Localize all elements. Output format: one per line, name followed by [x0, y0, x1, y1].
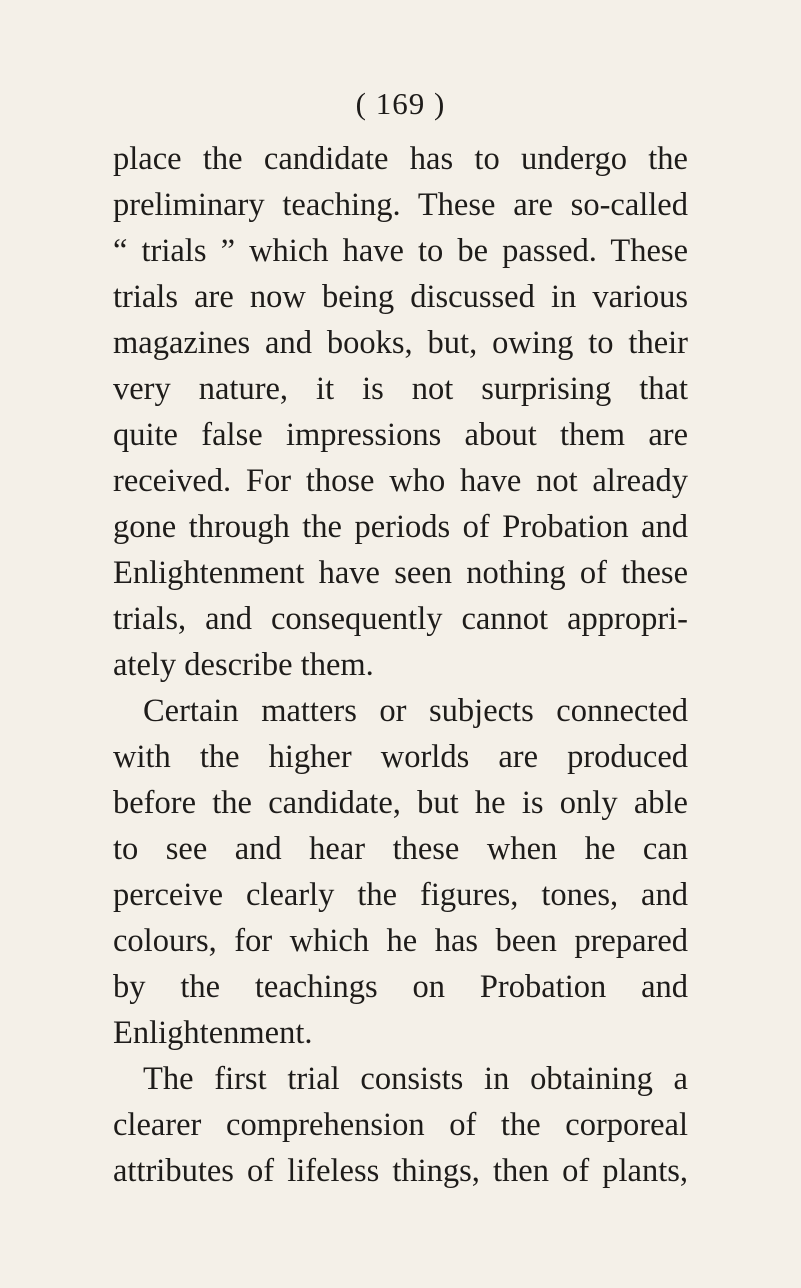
text-line: to see and hear these when he can — [113, 831, 688, 867]
text-line: perceive clearly the figures, tones, and — [113, 877, 688, 913]
text-line: colours, for which he has been prepared — [113, 923, 688, 959]
text-line: quite false impressions about them are — [113, 417, 688, 453]
text-line: place the candidate has to undergo the — [113, 141, 688, 177]
page-number: ( 169 ) — [355, 86, 446, 121]
text-line: gone through the periods of Probation and — [113, 509, 688, 545]
text-line: magazines and books, but, owing to their — [113, 325, 688, 361]
text-line: clearer comprehension of the corporeal — [113, 1107, 688, 1143]
text-line: by the teachings on Probation and — [113, 969, 688, 1005]
text-line: ately describe them. — [113, 647, 374, 683]
text-line: before the candidate, but he is only able — [113, 785, 688, 821]
text-line: Certain matters or subjects connected — [143, 693, 688, 729]
text-line: attributes of lifeless things, then of plants, — [113, 1153, 688, 1189]
text-line: preliminary teaching. These are so-called — [113, 187, 688, 223]
text-line: trials, and consequently cannot appropri- — [113, 601, 688, 637]
text-line: “ trials ” which have to be passed. These — [113, 233, 688, 269]
text-line: received. For those who have not already — [113, 463, 688, 499]
text-line: trials are now being discussed in various — [113, 279, 688, 315]
text-line: Enlightenment. — [113, 1015, 313, 1051]
text-line: very nature, it is not surprising that — [113, 371, 688, 407]
text-line: Enlightenment have seen nothing of these — [113, 555, 688, 591]
text-line: The first trial consists in obtaining a — [143, 1061, 688, 1097]
text-line: with the higher worlds are produced — [113, 739, 688, 775]
